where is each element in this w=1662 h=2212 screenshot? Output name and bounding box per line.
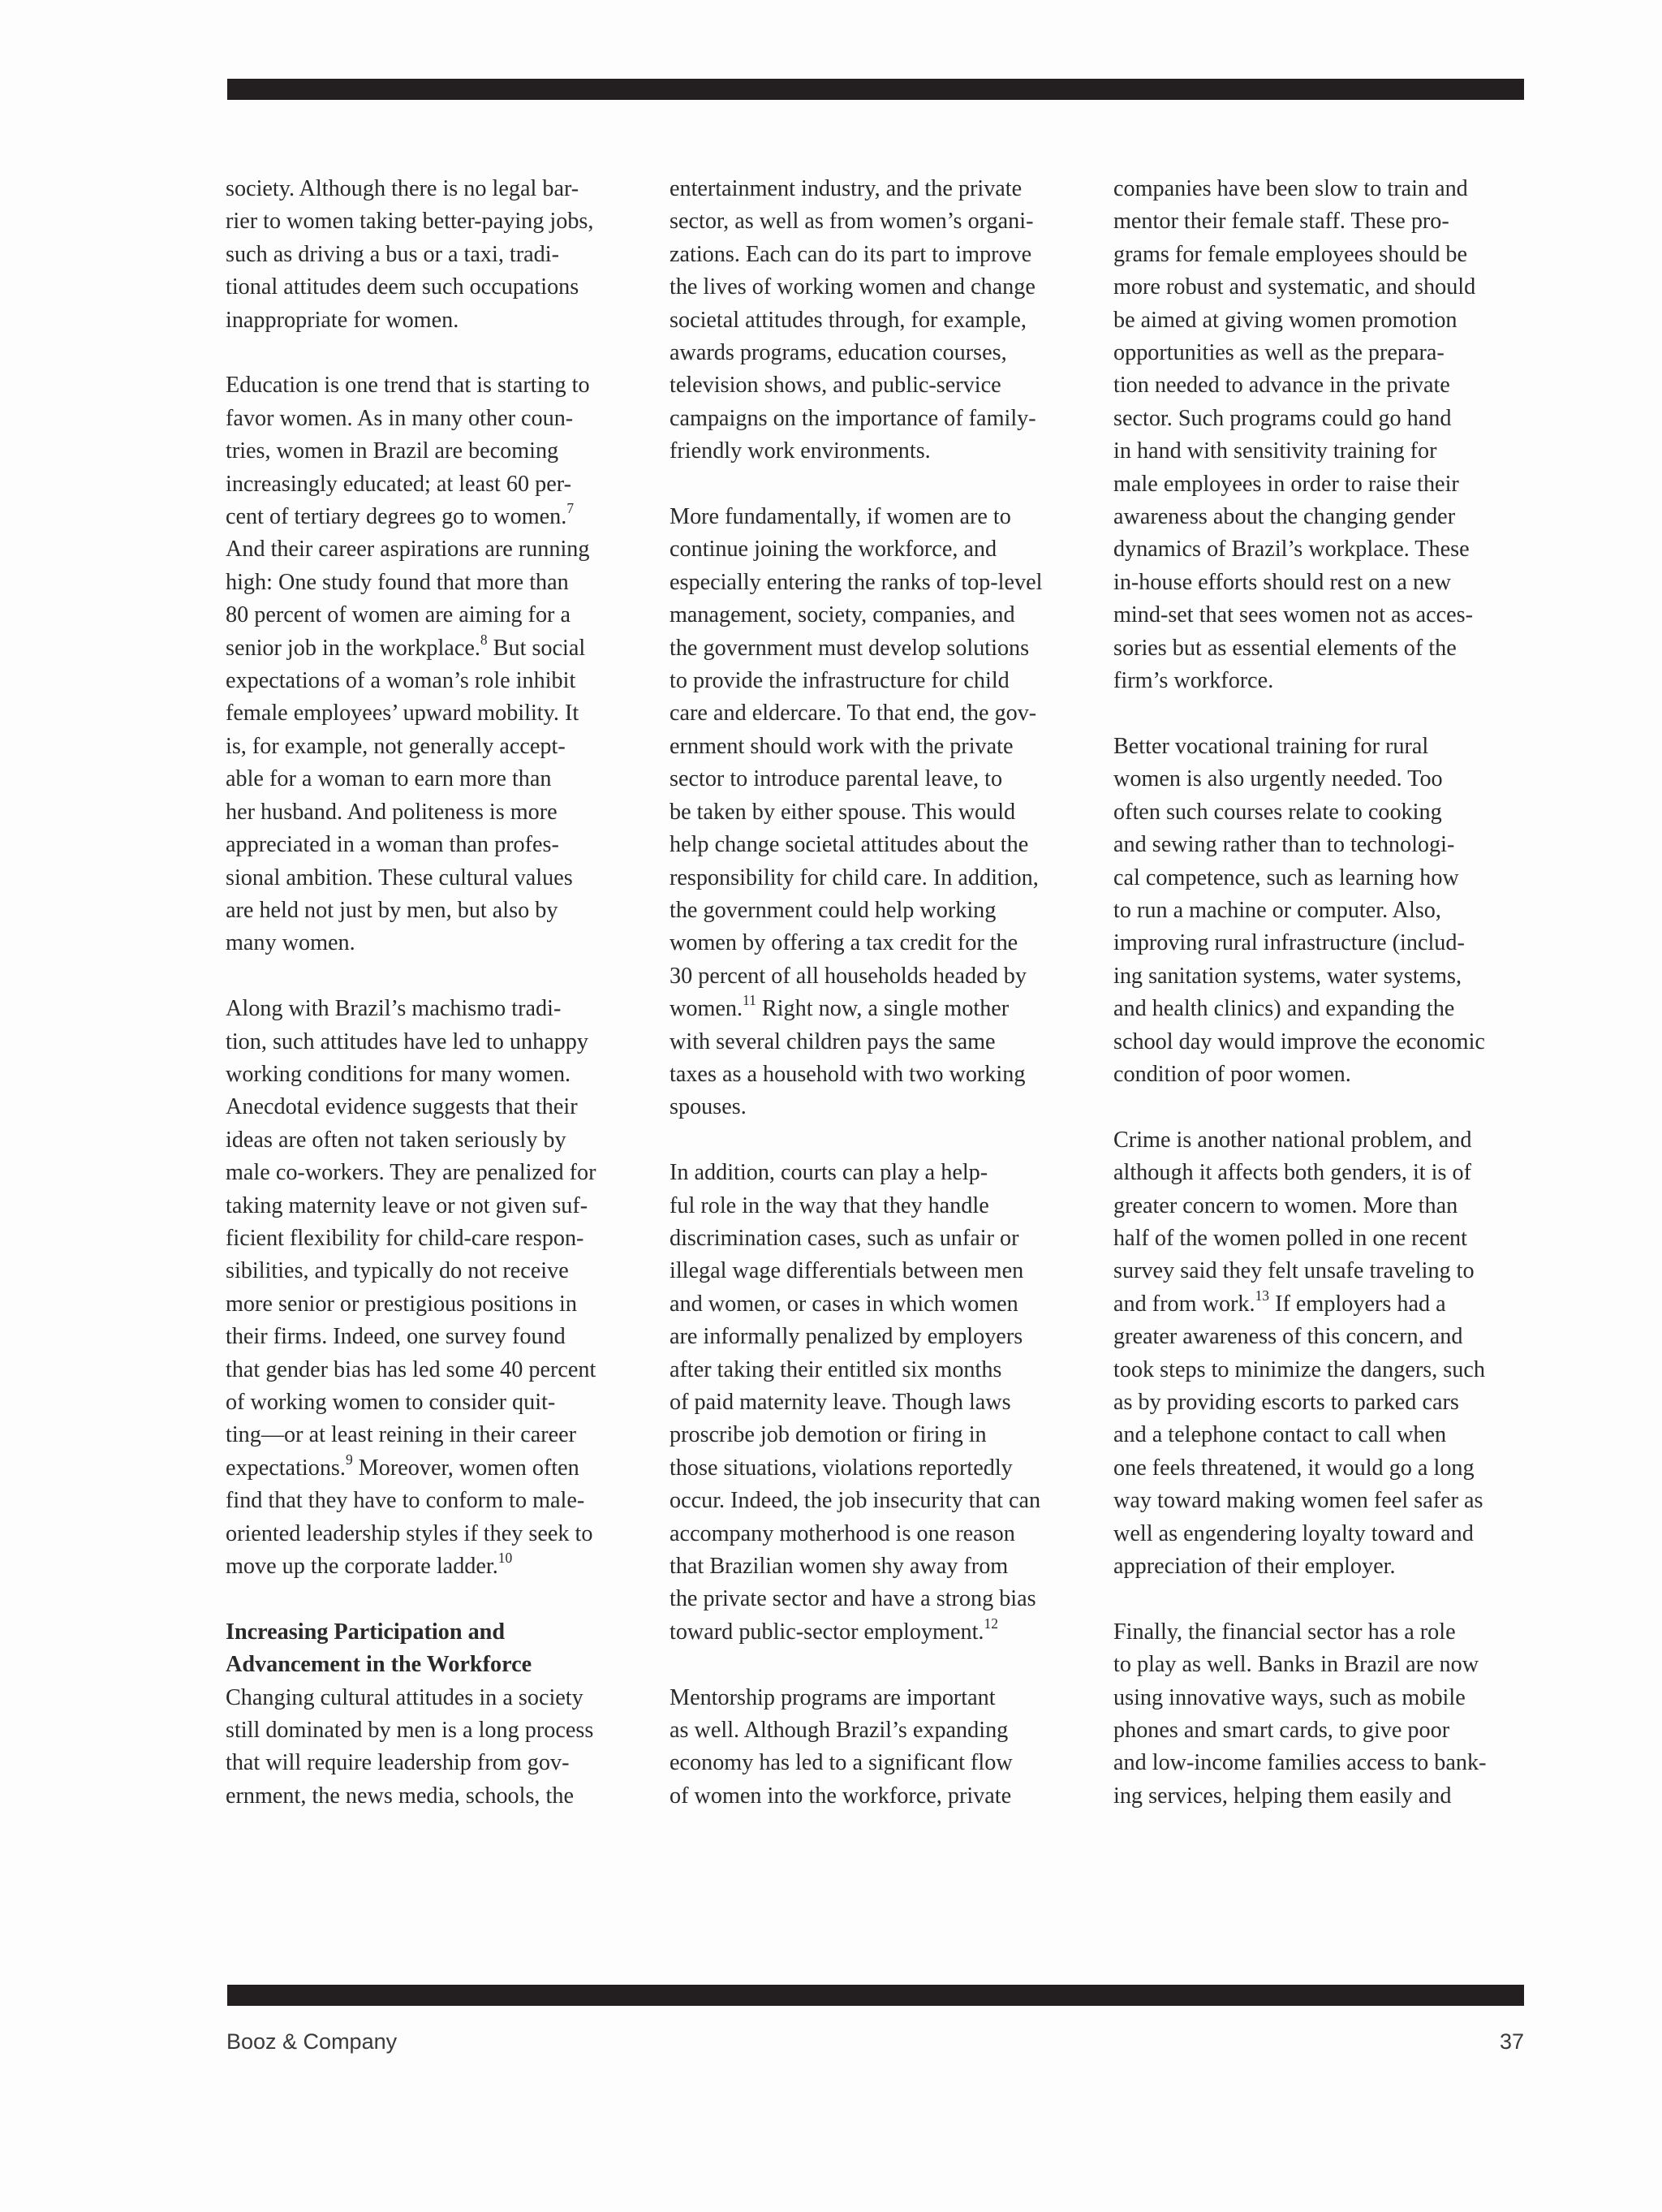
text-line: responsibility for child care. In addition,: [670, 865, 1039, 890]
text-line: that gender bias has led some 40 percent: [226, 1356, 596, 1382]
top-rule: [227, 79, 1524, 100]
text-line: more senior or prestigious positions in: [226, 1291, 577, 1317]
text-line: appreciated in a woman than profes-: [226, 832, 559, 858]
text-line: cal competence, such as learning how: [1113, 865, 1459, 890]
text-line: sories but as essential elements of the: [1113, 635, 1457, 661]
paragraph: [226, 993, 648, 1583]
text-line: proscribe job demotion or firing in: [670, 1422, 987, 1448]
text-line: expectations.$^9$ Moreover, women often: [226, 1451, 579, 1481]
section-heading: Advancement in the Workforce: [226, 1652, 532, 1678]
text-line: friendly work environments.: [670, 438, 931, 464]
text-line: move up the corporate ladder.$^{10}$: [226, 1549, 513, 1580]
text-line: be aimed at giving women promotion: [1113, 307, 1457, 333]
text-line: tries, women in Brazil are becoming: [226, 438, 559, 464]
text-line: and health clinics) and expanding the: [1113, 996, 1455, 1022]
text-line: taxes as a household with two working: [670, 1061, 1026, 1087]
text-line: survey said they felt unsafe traveling to: [1113, 1258, 1475, 1284]
text-line: although it affects both genders, it is of: [1113, 1160, 1471, 1186]
text-line: entertainment industry, and the private: [670, 176, 1023, 201]
text-line: and from work.$^{13}$ If employers had a: [1113, 1287, 1446, 1317]
text-line: to play as well. Banks in Brazil are now: [1113, 1652, 1479, 1678]
text-line: spouses.: [670, 1094, 747, 1120]
footnote-marker: 12: [984, 1615, 998, 1632]
text-line: mentor their female staff. These pro-: [1113, 209, 1449, 235]
text-line: ernment should work with the private: [670, 733, 1014, 759]
text-line: way toward making women feel safer as: [1113, 1488, 1483, 1514]
text-line: toward public-sector employment.$^{12}$: [670, 1615, 998, 1645]
text-line: sibilities, and typically do not receive: [226, 1258, 569, 1284]
text-line: the government must develop solutions: [670, 635, 1030, 661]
text-line: increasingly educated; at least 60 per-: [226, 471, 571, 497]
text-line: ideas are often not taken seriously by: [226, 1127, 566, 1153]
paragraph: [670, 1682, 1091, 1813]
text-line: and a telephone contact to call when: [1113, 1422, 1447, 1448]
text-line: Education is one trend that is starting to: [226, 373, 590, 399]
text-line: Crime is another national problem, and: [1113, 1127, 1472, 1153]
paragraph: [670, 173, 1091, 468]
text-line: many women.: [226, 930, 355, 956]
text-line: Mentorship programs are important: [670, 1684, 996, 1710]
text-line: taking maternity leave or not given suf-: [226, 1192, 588, 1218]
text-line: their firms. Indeed, one survey found: [226, 1324, 566, 1350]
text-line: women is also urgently needed. Too: [1113, 766, 1443, 792]
text-line: Better vocational training for rural: [1113, 733, 1429, 759]
text-line: be taken by either spouse. This would: [670, 799, 1016, 825]
text-line: management, society, companies, and: [670, 602, 1015, 628]
text-line: took steps to minimize the dangers, such: [1113, 1356, 1485, 1382]
text-line: care and eldercare. To that end, the gov-: [670, 701, 1037, 727]
footnote-marker: 9: [345, 1451, 353, 1468]
text-line: women by offering a tax credit for the: [670, 930, 1018, 956]
text-line: more robust and systematic, and should: [1113, 274, 1476, 300]
text-line: illegal wage differentials between men: [670, 1258, 1024, 1284]
text-line: women.$^{11}$ Right now, a single mother: [670, 992, 1010, 1022]
text-line: favor women. As in many other coun-: [226, 405, 574, 431]
text-line: Finally, the financial sector has a role: [1113, 1619, 1456, 1645]
text-line: with several children pays the same: [670, 1028, 996, 1054]
text-line: male employees in order to raise their: [1113, 471, 1459, 497]
text-line: find that they have to conform to male-: [226, 1488, 585, 1514]
text-line: to provide the infrastructure for child: [670, 668, 1010, 694]
text-line: the government could help working: [670, 897, 997, 923]
text-line: ful role in the way that they handle: [670, 1192, 989, 1218]
paragraph: [1113, 731, 1535, 1091]
text-line: working conditions for many women.: [226, 1061, 571, 1087]
text-line: using innovative ways, such as mobile: [1113, 1684, 1466, 1710]
text-line: 80 percent of women are aiming for a: [226, 602, 571, 628]
text-line: of working women to consider quit-: [226, 1390, 556, 1415]
text-line: zations. Each can do its part to improve: [670, 241, 1032, 267]
text-line: especially entering the ranks of top-level: [670, 569, 1043, 595]
text-line: oriented leadership styles if they seek to: [226, 1520, 593, 1546]
text-line: tion needed to advance in the private: [1113, 373, 1450, 399]
text-line: phones and smart cards, to give poor: [1113, 1718, 1450, 1744]
text-line: societal attitudes through, for example,: [670, 307, 1027, 333]
text-line: ernment, the news media, schools, the: [226, 1783, 574, 1809]
text-line: sional ambition. These cultural values: [226, 865, 573, 890]
text-line: awards programs, education courses,: [670, 340, 1007, 366]
text-line: and sewing rather than to technologi-: [1113, 832, 1455, 858]
text-line: that Brazilian women shy away from: [670, 1554, 1009, 1580]
text-line: economy has led to a significant flow: [670, 1750, 1013, 1776]
text-line: those situations, violations reportedly: [670, 1455, 1013, 1481]
text-line: and low-income families access to bank-: [1113, 1750, 1487, 1776]
text-line: the private sector and have a strong bias: [670, 1586, 1036, 1612]
text-line: the lives of working women and change: [670, 274, 1036, 300]
text-line: continue joining the workforce, and: [670, 537, 997, 563]
text-column-3: [1113, 173, 1535, 1846]
text-line: sector to introduce parental leave, to: [670, 766, 1003, 792]
text-line: that will require leadership from gov-: [226, 1750, 570, 1776]
text-line: in hand with sensitivity training for: [1113, 438, 1437, 464]
text-line: television shows, and public-service: [670, 373, 1001, 399]
text-line: condition of poor women.: [1113, 1061, 1351, 1087]
text-line: after taking their entitled six months: [670, 1356, 1002, 1382]
text-line: and women, or cases in which women: [670, 1291, 1018, 1317]
text-line: well as engendering loyalty toward and: [1113, 1520, 1474, 1546]
footnote-marker: 7: [566, 499, 575, 516]
text-line: male co-workers. They are penalized for: [226, 1160, 596, 1186]
text-line: one feels threatened, it would go a long: [1113, 1455, 1475, 1481]
text-line: to run a machine or computer. Also,: [1113, 897, 1441, 923]
text-line: ing sanitation systems, water systems,: [1113, 963, 1462, 989]
text-line: firm’s workforce.: [1113, 668, 1274, 694]
footer-publisher: Booz & Company: [226, 2029, 398, 2054]
text-line: improving rural infrastructure (includ-: [1113, 930, 1465, 956]
paragraph: [1113, 1124, 1535, 1584]
text-line: tional attitudes deem such occupations: [226, 274, 579, 300]
text-line: ficient flexibility for child-care respon-: [226, 1225, 584, 1251]
footnote-marker: 10: [497, 1549, 513, 1566]
text-line: as well. Although Brazil’s expanding: [670, 1718, 1009, 1744]
footnote-marker: 11: [743, 992, 756, 1009]
text-line: able for a woman to earn more than: [226, 766, 552, 792]
text-line: sector. Such programs could go hand: [1113, 405, 1452, 431]
text-line: More fundamentally, if women are to: [670, 504, 1011, 530]
text-line: such as driving a bus or a taxi, tradi-: [226, 241, 559, 267]
text-line: Anecdotal evidence suggests that their: [226, 1094, 578, 1120]
text-line: Along with Brazil’s machismo tradi-: [226, 996, 562, 1022]
paragraph: [670, 1157, 1091, 1649]
text-line: in-house efforts should rest on a new: [1113, 569, 1451, 595]
text-line: 30 percent of all households headed by: [670, 963, 1027, 989]
text-line: society. Although there is no legal bar-: [226, 176, 579, 201]
text-line: of women into the workforce, private: [670, 1783, 1012, 1809]
text-column-2: [670, 173, 1091, 1846]
paragraph: [226, 173, 648, 337]
text-line: ting—or at least reining in their career: [226, 1422, 577, 1448]
text-line: And their career aspirations are running: [226, 537, 590, 563]
text-line: opportunities as well as the prepara-: [1113, 340, 1445, 366]
text-line: as by providing escorts to parked cars: [1113, 1390, 1459, 1415]
text-column-1: [226, 173, 648, 1846]
text-line: still dominated by men is a long process: [226, 1718, 594, 1744]
text-line: awareness about the changing gender: [1113, 504, 1456, 530]
text-line: occur. Indeed, the job insecurity that can: [670, 1488, 1041, 1514]
text-line: accompany motherhood is one reason: [670, 1520, 1015, 1546]
text-line: mind-set that sees women not as acces-: [1113, 602, 1474, 628]
footnote-marker: 13: [1255, 1287, 1270, 1304]
text-line: help change societal attitudes about the: [670, 832, 1029, 858]
text-line: expectations of a woman’s role inhibit: [226, 668, 576, 694]
footnote-marker: 8: [480, 631, 488, 648]
paragraph: [1113, 1616, 1535, 1813]
text-line: high: One study found that more than: [226, 569, 569, 595]
text-line: sector, as well as from women’s organi-: [670, 209, 1034, 235]
paragraph: [226, 369, 648, 959]
text-line: discrimination cases, such as unfair or: [670, 1225, 1019, 1251]
text-line: are held not just by men, but also by: [226, 897, 558, 923]
paragraph: [1113, 173, 1535, 698]
text-line: ing services, helping them easily and: [1113, 1783, 1452, 1809]
text-line: grams for female employees should be: [1113, 241, 1467, 267]
text-line: dynamics of Brazil’s workplace. These: [1113, 537, 1470, 563]
text-line: greater awareness of this concern, and: [1113, 1324, 1463, 1350]
text-line: school day would improve the economic: [1113, 1028, 1485, 1054]
bottom-rule: [227, 1985, 1524, 2006]
text-line: tion, such attitudes have led to unhappy: [226, 1028, 588, 1054]
text-line: of paid maternity leave. Though laws: [670, 1390, 1011, 1415]
text-line: often such courses relate to cooking: [1113, 799, 1442, 825]
text-line: companies have been slow to train and: [1113, 176, 1468, 201]
text-line: inappropriate for women.: [226, 307, 459, 333]
text-line: rier to women taking better-paying jobs,: [226, 209, 594, 235]
text-line: In addition, courts can play a help-: [670, 1160, 988, 1186]
text-line: female employees’ upward mobility. It: [226, 701, 579, 727]
text-line: are informally penalized by employers: [670, 1324, 1023, 1350]
text-line: greater concern to women. More than: [1113, 1192, 1458, 1218]
paragraph: [670, 501, 1091, 1124]
text-line: campaigns on the importance of family-: [670, 405, 1036, 431]
paragraph: [226, 1616, 648, 1813]
text-line: appreciation of their employer.: [1113, 1554, 1396, 1580]
text-line: Changing cultural attitudes in a society: [226, 1684, 583, 1710]
text-line: cent of tertiary degrees go to women.$^7$: [226, 499, 575, 530]
section-heading: Increasing Participation and: [226, 1619, 506, 1645]
page-number: 37: [1499, 2029, 1524, 2054]
text-line: half of the women polled in one recent: [1113, 1225, 1467, 1251]
text-line: is, for example, not generally accept-: [226, 733, 566, 759]
text-line: senior job in the workplace.$^8$ But social: [226, 631, 586, 661]
text-line: her husband. And politeness is more: [226, 799, 558, 825]
